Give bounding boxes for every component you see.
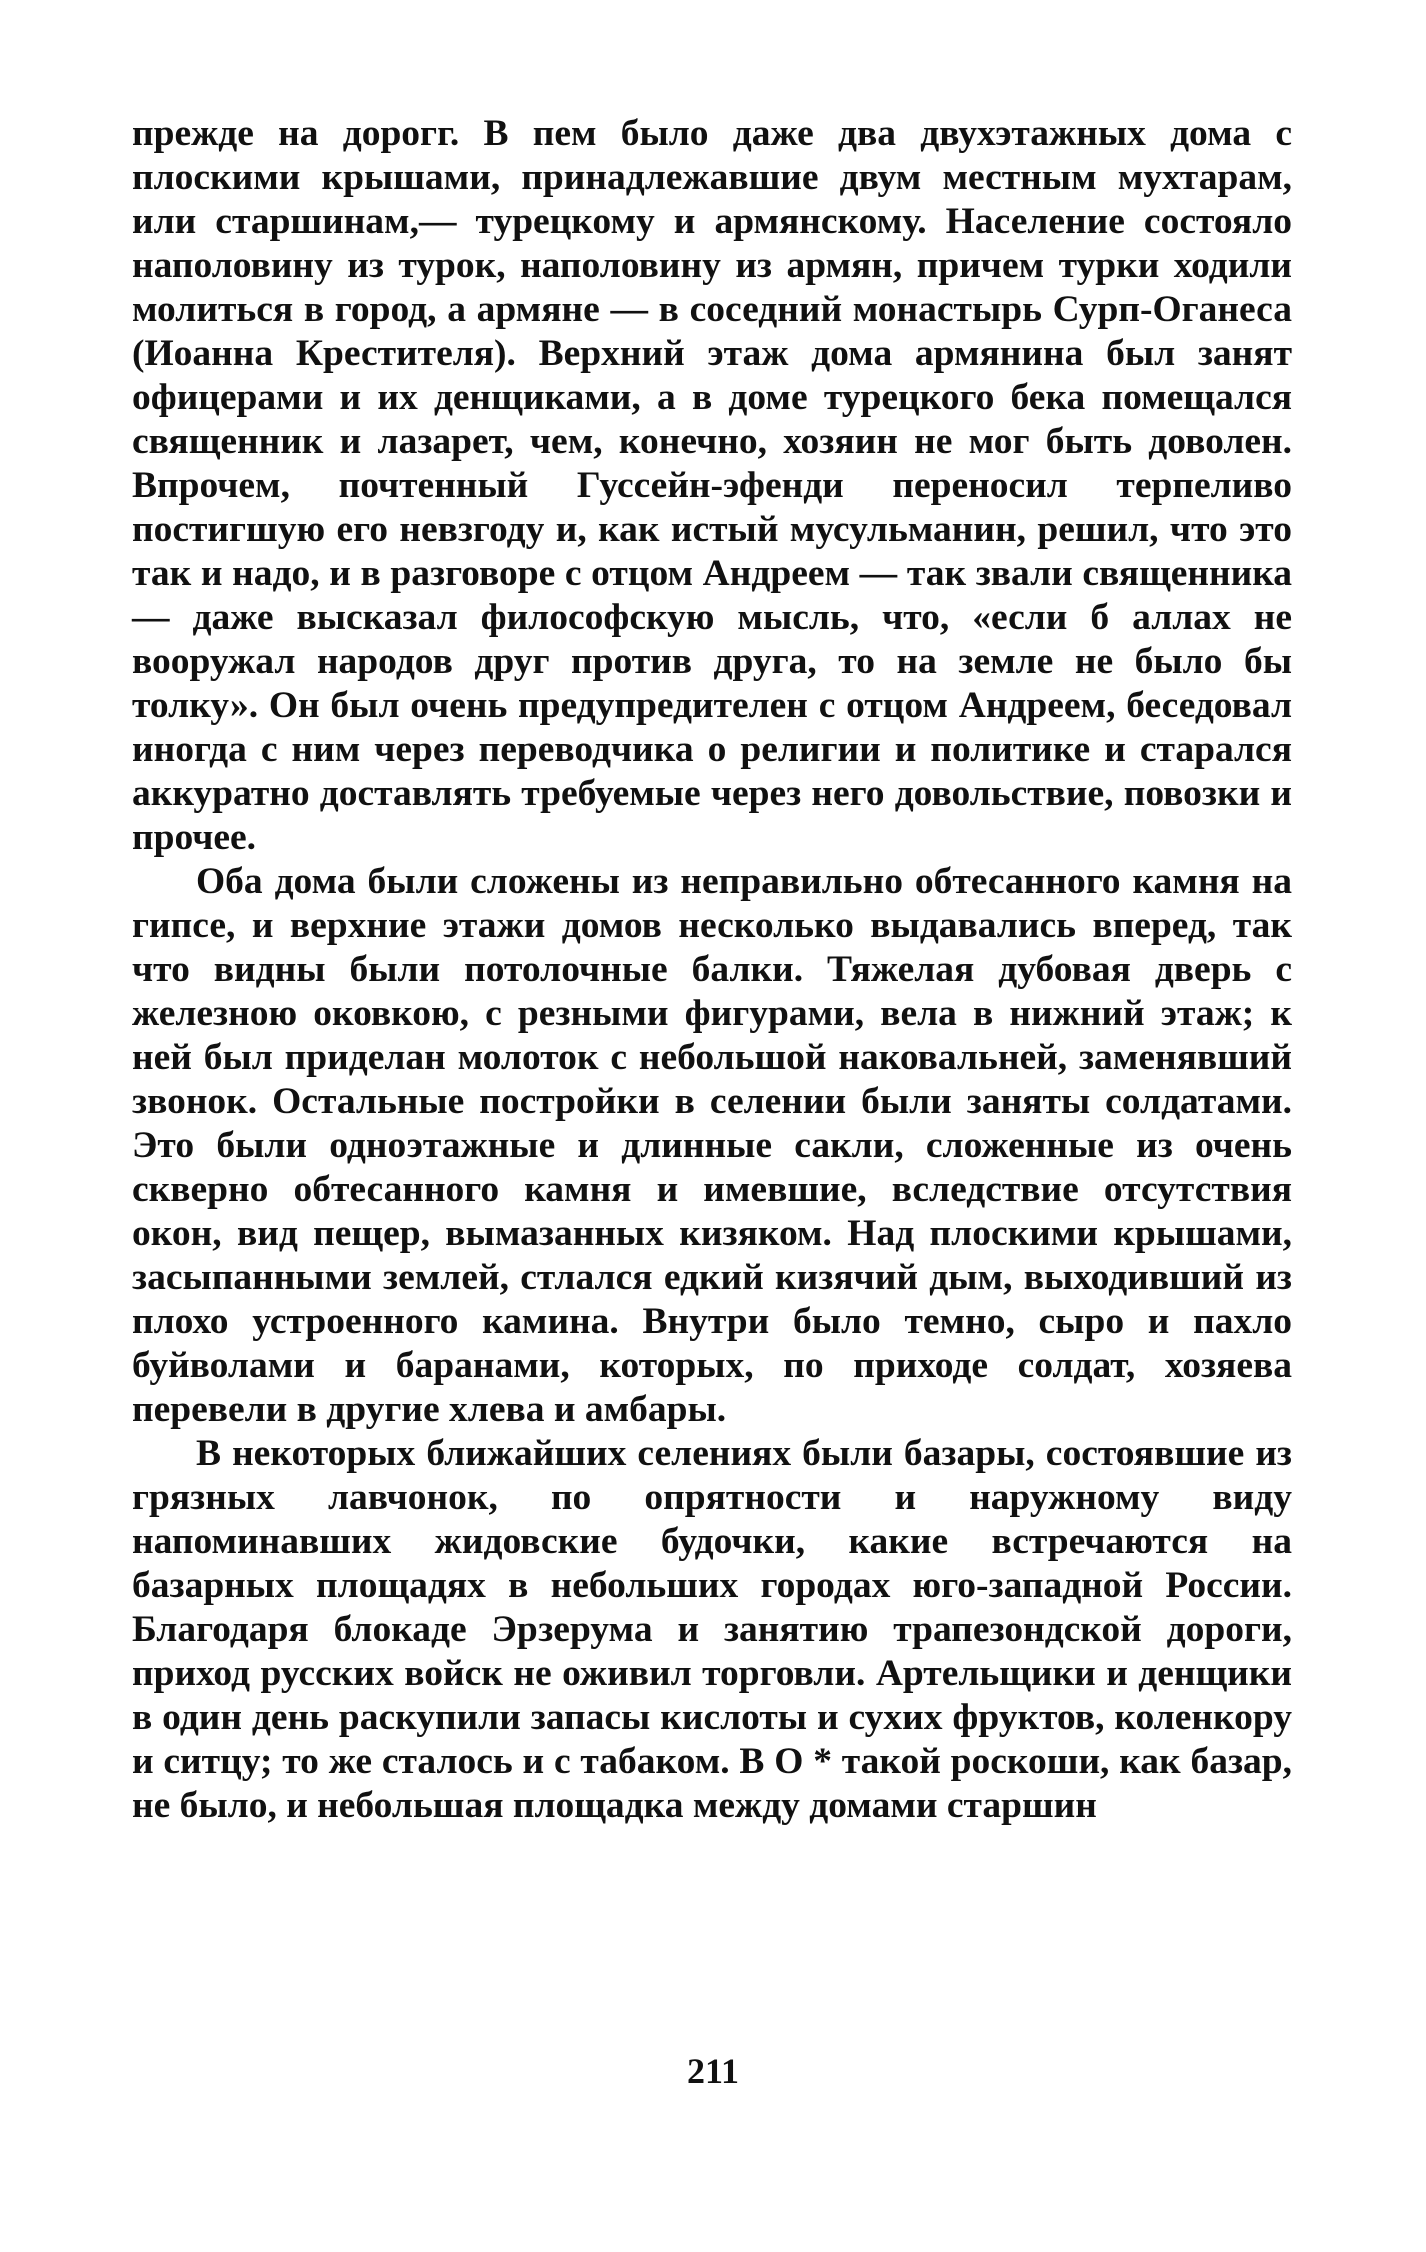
paragraph-2: Оба дома были сложены из неправильно обтесанного камня на гипсе, и верхние этажи домов несколько выдавались вперед, так что видны были потолочные балки. Тяжелая дубовая дверь с железною оковкою, с резными фигурами, вела в нижний этаж; к ней был приделан молоток с небольшой наковальней, заменявший звонок. Остальные постройки в селении были заняты солдатами. Это были одноэтажные и длинные сакли, сложенные из очень скверно обтесанного камня и имевшие, вследствие отсутствия окон, вид пещер, вымазанных кизяком. Над плоскими крышами, засыпанными землей, стлался едкий кизячий дым, выходивший из плохо устроенного камина. Внутри было темно, сыро и пахло буйволами и баранами, которых, по приходе солдат, хозяева перевели в другие хлева и амбары.: [132, 861, 1292, 1430]
page-text: [132, 112, 1292, 2172]
page-number: 211: [686, 2051, 739, 2091]
paragraph-1: прежде на дорогг. В пем было даже два двухэтажных дома с плоскими крышами, принадлежавшие двум местным мухтарам, или старшинам,— турецкому и армянскому. Население состояло наполовину из турок, наполовину из армян, причем турки ходили молиться в город, а армяне — в соседний монастырь Сурп-Оганеса (Иоанна Крестителя). Верхний этаж дома армянина был занят офицерами и их денщиками, а в доме турецкого бека помещался священник и лазарет, чем, конечно, хозяин не мог быть доволен. Впрочем, почтенный Гуссейн-эфенди переносил терпеливо постигшую его невзгоду и, как истый мусульманин, решил, что это так и надо, и в разговоре с отцом Андреем — так звали священника — даже высказал философскую мысль, что, «если б аллах не вооружал народов друг против друга, то на земле не было бы толку». Он был очень предупредителен с отцом Андреем, беседовал иногда с ним через переводчика о религии и политике и старался аккуратно доставлять требуемые через него довольствие, повозки и прочее.: [132, 113, 1292, 858]
paragraph-3: В некоторых ближайших селениях были базары, состоявшие из грязных лавчонок, по опрятности и наружному виду напоминавших жидовские будочки, какие встречаются на базарных площадях в небольших городах юго-западной России. Благодаря блокаде Эрзерума и занятию трапезондской дороги, приход русских войск не оживил торговли. Артельщики и денщики в один день раскупили запасы кислоты и сухих фруктов, коленкору и ситцу; то же сталось и с табаком. В О * такой роскоши, как базар, не было, и небольшая площадка между домами старшин: [132, 1433, 1292, 1826]
